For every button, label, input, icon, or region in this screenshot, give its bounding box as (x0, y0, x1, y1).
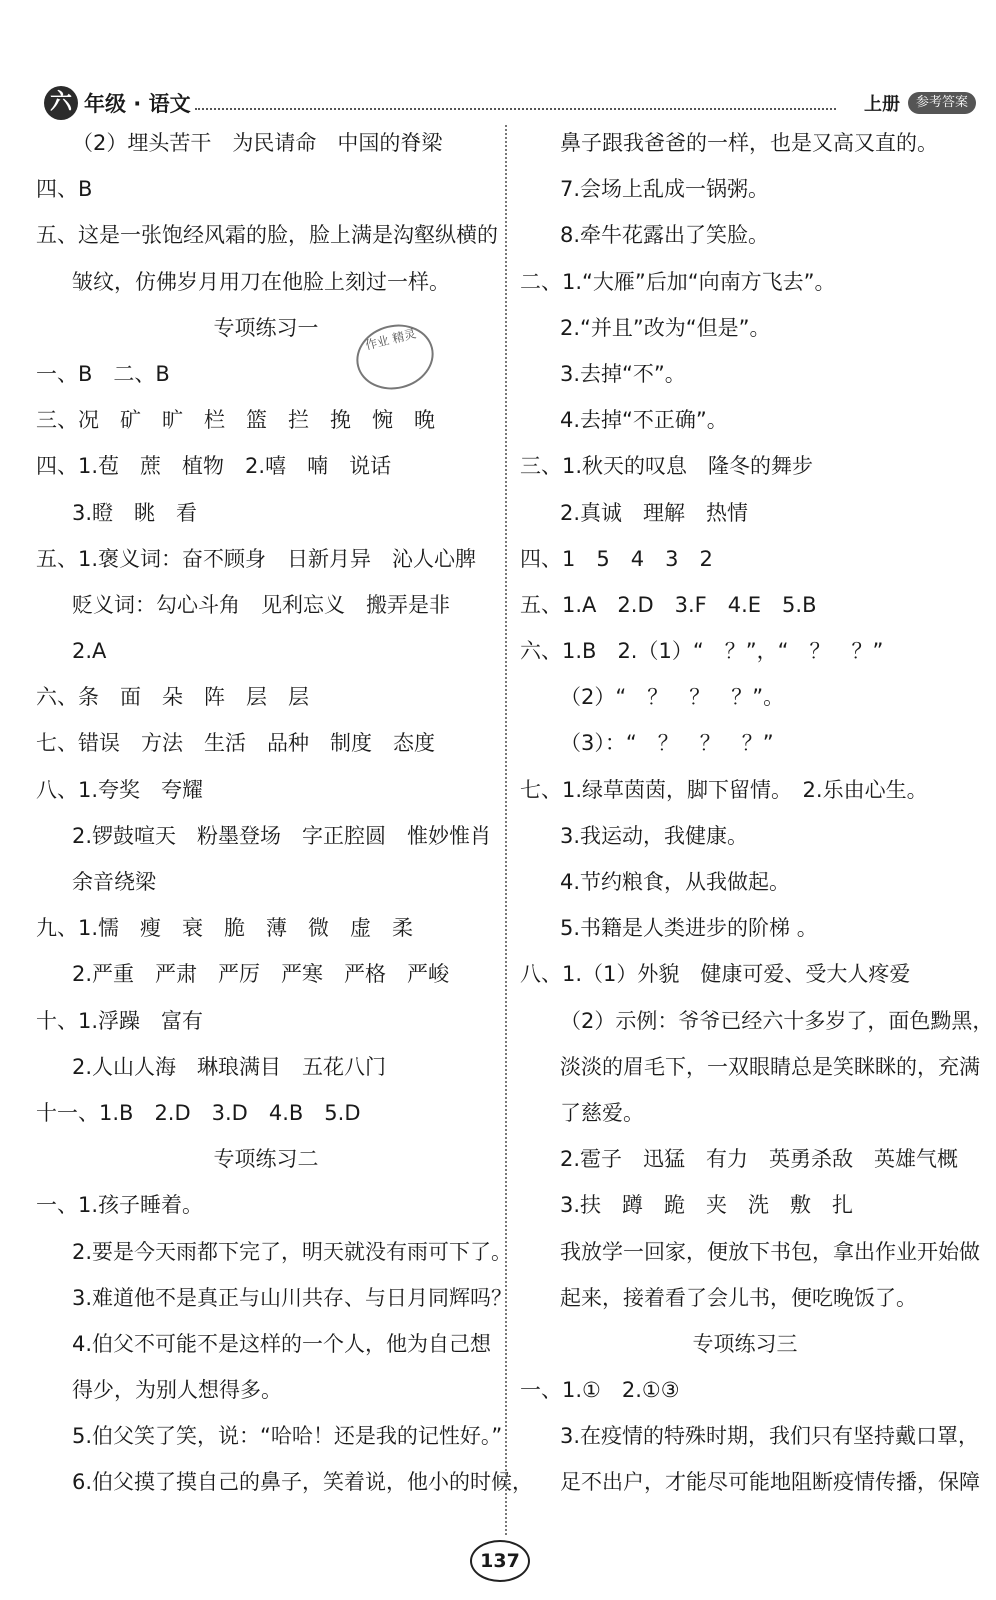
answer-line: 三、1.秋天的叹息 隆冬的舞步 (520, 454, 814, 479)
answer-line: 淡淡的眉毛下，一双眼睛总是笑眯眯的，充满 (560, 1054, 980, 1079)
answer-line: 2.真诚 理解 热情 (560, 500, 749, 525)
volume-label: 上册 (864, 94, 900, 115)
answer-line: （3）：“ ？ ？ ？” (560, 731, 774, 756)
answer-line: 足不出户，才能尽可能地阻断疫情传播，保障 (560, 1470, 980, 1495)
answer-line: 3.在疫情的特殊时期，我们只有坚持戴口罩， (560, 1424, 980, 1449)
answer-line: 三、况 矿 旷 栏 篮 拦 挽 惋 晚 (36, 408, 435, 433)
answer-line: 3.去掉“不”。 (560, 361, 686, 386)
column-divider (505, 125, 507, 1535)
answer-tag: 参考答案 (908, 92, 976, 114)
answer-line: 4.节约粮食，从我做起。 (560, 870, 791, 894)
answer-line: （2）“ ？ ？ ？”。 (560, 685, 785, 710)
homework-stamp: 作业 精灵 (349, 317, 440, 398)
answer-line: 2.要是今天雨都下完了，明天就没有雨可下了。 (72, 1239, 513, 1264)
answer-line: 5.伯父笑了笑，说：“哈哈！还是我的记性好。” (72, 1424, 503, 1449)
answer-line: 2.“并且”改为“但是”。 (560, 315, 771, 340)
answer-line: 余音绕梁 (72, 870, 156, 894)
answer-line: 七、1.绿草茵茵，脚下留情。 2.乐由心生。 (520, 777, 928, 802)
answer-line: 2.锣鼓喧天 粉墨登场 字正腔圆 惟妙惟肖 (72, 823, 492, 848)
answer-line: 一、B 二、B (36, 361, 170, 386)
answer-line: （2）示例：爷爷已经六十多岁了，面色黝黑， (560, 1008, 994, 1033)
answer-line: 八、1.（1）外貌 健康可爱、受大人疼爱 (520, 962, 911, 987)
header-dotted-rule (195, 108, 836, 110)
answer-line: 7.会场上乱成一锅粥。 (560, 177, 770, 202)
answer-line: 贬义词：勾心斗角 见利忘义 搬弄是非 (72, 592, 450, 617)
answer-line: 二、1.“大雁”后加“向南方飞去”。 (520, 269, 836, 294)
answer-line: 八、1.夸奖 夸耀 (36, 777, 204, 802)
page-header (0, 0, 996, 126)
answer-line: 一、1.① 2.①③ (520, 1378, 680, 1403)
answer-line: 鼻子跟我爸爸的一样，也是又高又直的。 (560, 131, 938, 155)
answer-line: 3.瞪 眺 看 (72, 500, 198, 525)
answer-line: 3.难道他不是真正与山川共存、与日月同辉吗？ (72, 1285, 513, 1310)
page-number: 137 (470, 1540, 530, 1582)
answer-line: 2.严重 严肃 严厉 严寒 严格 严峻 (72, 962, 450, 987)
answer-line: 十一、1.B 2.D 3.D 4.B 5.D (36, 1100, 361, 1125)
subject-label: 年级 · 语文 (84, 92, 191, 116)
answer-line: 2.人山人海 琳琅满目 五花八门 (72, 1054, 387, 1079)
answer-line: 六、条 面 朵 阵 层 层 (36, 685, 309, 710)
answer-line: 四、1.苞 蔗 植物 2.嘻 喃 说话 (36, 454, 392, 479)
right-column (520, 120, 994, 1506)
answer-line: 我放学一回家，便放下书包，拿出作业开始做 (560, 1239, 980, 1264)
answer-line: 五、这是一张饱经风霜的脸，脸上满是沟壑纵横的 (36, 223, 498, 248)
grade-badge: 六 (44, 86, 78, 120)
answer-line: 5.书籍是人类进步的阶梯 。 (560, 916, 818, 941)
answer-line: （2）埋头苦干 为民请命 中国的脊梁 (72, 131, 443, 155)
answer-line: 四、1 5 4 3 2 (520, 546, 713, 571)
answer-line: 六、1.B 2.（1）“ ？”，“ ？ ？” (520, 639, 884, 664)
left-column (36, 120, 534, 1506)
answer-line: 2.A (72, 639, 107, 664)
answer-line: 4.伯父不可能不是这样的一个人，他为自己想 (72, 1331, 492, 1356)
answer-line: 3.扶 蹲 跪 夹 洗 敷 扎 (560, 1193, 854, 1218)
answer-line: 五、1.褒义词：奋不顾身 日新月异 沁人心脾 (36, 546, 477, 571)
answer-line: 了慈爱。 (560, 1100, 644, 1125)
answer-line: 四、B (36, 177, 93, 202)
section-heading: 专项练习三 (692, 1331, 798, 1356)
answer-line: 一、1.孩子睡着。 (36, 1193, 204, 1218)
answer-line: 2.雹子 迅猛 有力 英勇杀敌 英雄气概 (560, 1147, 959, 1172)
answer-line: 皱纹，仿佛岁月用刀在他脸上刻过一样。 (72, 269, 450, 294)
answer-line: 五、1.A 2.D 3.F 4.E 5.B (520, 592, 817, 617)
answer-line: 6.伯父摸了摸自己的鼻子，笑着说，他小的时候， (72, 1470, 534, 1495)
answer-line: 得少，为别人想得多。 (72, 1378, 282, 1403)
answer-line: 十、1.浮躁 富有 (36, 1008, 204, 1033)
answer-line: 七、错误 方法 生活 品种 制度 态度 (36, 731, 435, 756)
answer-line: 起来，接着看了会儿书，便吃晚饭了。 (560, 1285, 917, 1310)
answer-line: 8.牵牛花露出了笑脸。 (560, 223, 770, 248)
answer-line: 九、1.懦 瘦 衰 脆 薄 微 虚 柔 (36, 916, 414, 941)
section-heading: 专项练习二 (213, 1147, 319, 1172)
section-heading: 专项练习一 (213, 315, 319, 340)
answer-line: 3.我运动，我健康。 (560, 823, 749, 848)
answer-line: 4.去掉“不正确”。 (560, 408, 728, 433)
